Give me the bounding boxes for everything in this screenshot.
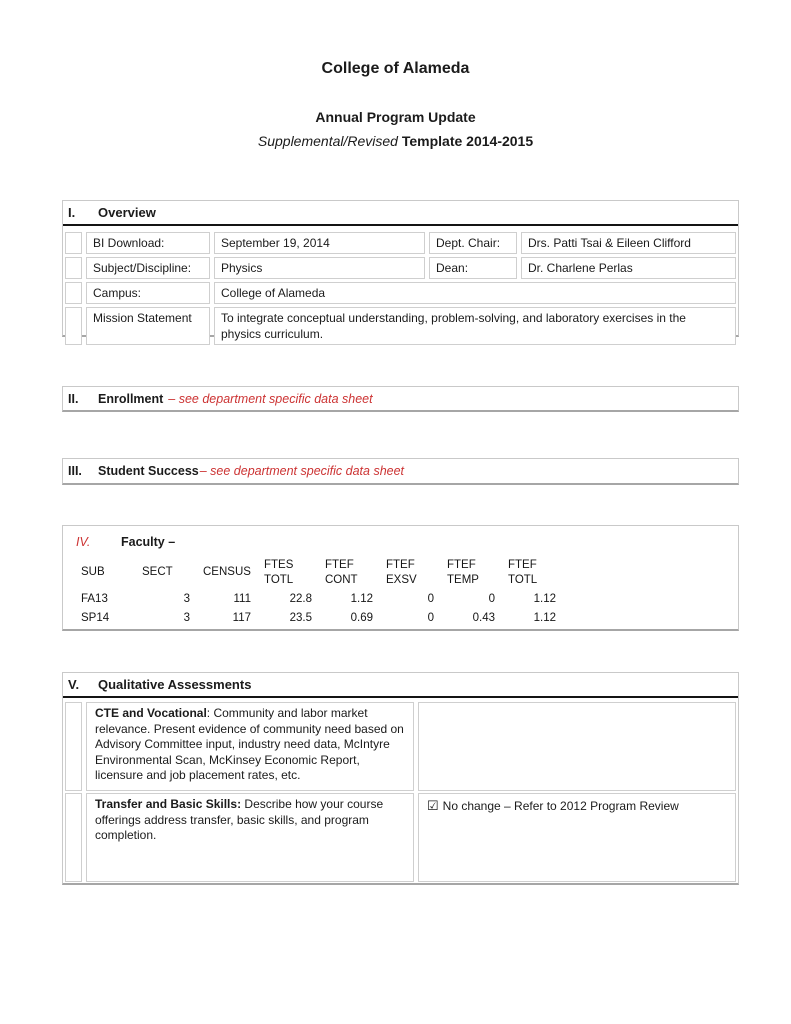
- section-numeral: III.: [68, 464, 82, 478]
- transfer-basic-skills-response: [418, 793, 736, 882]
- section-faculty: [62, 525, 739, 631]
- page-subtitle-template: [0, 133, 791, 149]
- section-student-success-line: [63, 459, 738, 483]
- dept-chair-label: Dept. Chair:: [429, 232, 517, 254]
- header-line: EXSV: [386, 573, 417, 586]
- cte-vocational-response: [418, 702, 736, 791]
- prompt-body: : Community and labor market relevance. Present evidence of community need based on Advisory Committee input, industry need data, McIntyre Environmental Scan, McKinsey Economic Report, licensure and job placement rates, etc.: [95, 706, 404, 782]
- faculty-table: [78, 556, 566, 627]
- faculty-col-header: [505, 556, 566, 589]
- cte-vocational-prompt: [86, 702, 414, 791]
- checkbox-checked-icon[interactable]: ☑: [427, 798, 439, 813]
- section-overview-header: [63, 201, 738, 226]
- table-row: [65, 282, 736, 304]
- faculty-cell: 0: [488, 592, 495, 605]
- faculty-data-row: [78, 608, 566, 627]
- faculty-data-row: [78, 589, 566, 608]
- faculty-col-header: [139, 556, 200, 589]
- mission-value: To integrate conceptual understanding, problem-solving, and laboratory exercises in the physics curriculum.: [214, 307, 736, 345]
- header-line: SUB: [81, 566, 105, 578]
- gutter-cell: [65, 282, 82, 304]
- section-numeral: II.: [68, 391, 79, 406]
- subtitle-bold-part: Template 2014-2015: [397, 133, 534, 149]
- response-text: [425, 796, 729, 816]
- section-student-success: [62, 458, 739, 485]
- faculty-cell: 117: [232, 611, 251, 624]
- header-line: FTEF: [325, 558, 354, 571]
- section-faculty-header: [63, 526, 738, 549]
- subject-value: Physics: [214, 257, 425, 279]
- faculty-cell: 111: [233, 592, 251, 605]
- header-line: TOTL: [508, 573, 538, 586]
- overview-rows: [63, 226, 738, 349]
- header-line: FTEF: [508, 558, 537, 571]
- enrollment-note: – see department specific data sheet: [168, 391, 373, 406]
- faculty-col-header: [78, 556, 139, 589]
- faculty-col-header: [200, 556, 261, 589]
- faculty-cell: 1.12: [533, 592, 556, 605]
- table-row: [65, 232, 736, 254]
- dean-value: Dr. Charlene Perlas: [521, 257, 736, 279]
- section-qualitative-assessments: [62, 672, 739, 885]
- faculty-header-row: [78, 556, 566, 589]
- section-enrollment-line: [63, 387, 738, 410]
- section-heading: Faculty –: [121, 535, 176, 549]
- gutter-cell: [65, 793, 82, 882]
- header-line: SECT: [142, 566, 173, 578]
- response-text: [425, 705, 729, 709]
- prompt-body: Describe how your course offerings address transfer, basic skills, and program completion.: [95, 797, 384, 842]
- campus-value: College of Alameda: [214, 282, 736, 304]
- header-line: TOTL: [264, 573, 294, 586]
- page-subtitle: Annual Program Update: [315, 109, 476, 125]
- bi-download-label: BI Download:: [86, 232, 210, 254]
- header-line: FTEF: [386, 558, 415, 571]
- section-enrollment: [62, 386, 739, 412]
- faculty-cell: 0: [427, 592, 434, 605]
- dean-label: Dean:: [429, 257, 517, 279]
- header-line: FTEF: [447, 558, 476, 571]
- qualitative-rows: [63, 698, 738, 884]
- faculty-cell: 3: [183, 592, 190, 605]
- mission-label: Mission Statement: [86, 307, 210, 345]
- faculty-cell: 3: [183, 611, 190, 624]
- header-line: CONT: [325, 573, 358, 586]
- gutter-cell: [65, 257, 82, 279]
- faculty-col-header: [322, 556, 383, 589]
- header-line: TEMP: [447, 573, 479, 586]
- faculty-cell: SP14: [81, 611, 110, 624]
- page-title: College of Alameda: [321, 60, 470, 77]
- prompt-bold-label: Transfer and Basic Skills:: [95, 797, 242, 811]
- faculty-cell: 1.12: [533, 611, 556, 624]
- table-row: [65, 257, 736, 279]
- faculty-col-header: [444, 556, 505, 589]
- section-heading: Student Success: [98, 464, 199, 478]
- section-heading: Qualitative Assessments: [98, 677, 252, 692]
- prompt-text: [93, 705, 407, 785]
- prompt-text: [93, 796, 407, 845]
- faculty-cell: 1.12: [350, 592, 373, 605]
- section-heading: Enrollment: [98, 391, 164, 406]
- transfer-basic-skills-prompt: [86, 793, 414, 882]
- faculty-cell: FA13: [81, 592, 108, 605]
- header-line: FTES: [264, 558, 294, 571]
- header-line: CENSUS: [203, 566, 251, 578]
- gutter-cell: [65, 307, 82, 345]
- subject-label: Subject/Discipline:: [86, 257, 210, 279]
- bi-download-value: September 19, 2014: [214, 232, 425, 254]
- no-change-note: No change – Refer to 2012 Program Review: [442, 799, 679, 813]
- gutter-cell: [65, 702, 82, 791]
- table-row: [65, 702, 736, 791]
- student-success-note: – see department specific data sheet: [199, 464, 405, 478]
- faculty-cell: 0.69: [350, 611, 373, 624]
- section-overview: [62, 200, 739, 341]
- faculty-col-header: [261, 556, 322, 589]
- faculty-cell: 0.43: [472, 611, 495, 624]
- gutter-cell: [65, 232, 82, 254]
- subtitle-italic-part: Supplemental/Revised: [257, 133, 398, 149]
- faculty-cell: 23.5: [289, 611, 312, 624]
- campus-label: Campus:: [86, 282, 210, 304]
- faculty-col-header: [383, 556, 444, 589]
- faculty-cell: 0: [427, 611, 434, 624]
- table-row: [65, 307, 736, 345]
- prompt-bold-label: CTE and Vocational: [95, 706, 207, 720]
- table-row: [65, 793, 736, 882]
- dept-chair-value: Drs. Patti Tsai & Eileen Clifford: [521, 232, 736, 254]
- section-numeral: IV.: [76, 535, 91, 549]
- section-heading: Overview: [98, 205, 156, 220]
- section-numeral: V.: [68, 677, 80, 692]
- faculty-cell: 22.8: [289, 592, 312, 605]
- section-numeral: I.: [68, 205, 76, 220]
- section-qualitative-header: [63, 673, 738, 698]
